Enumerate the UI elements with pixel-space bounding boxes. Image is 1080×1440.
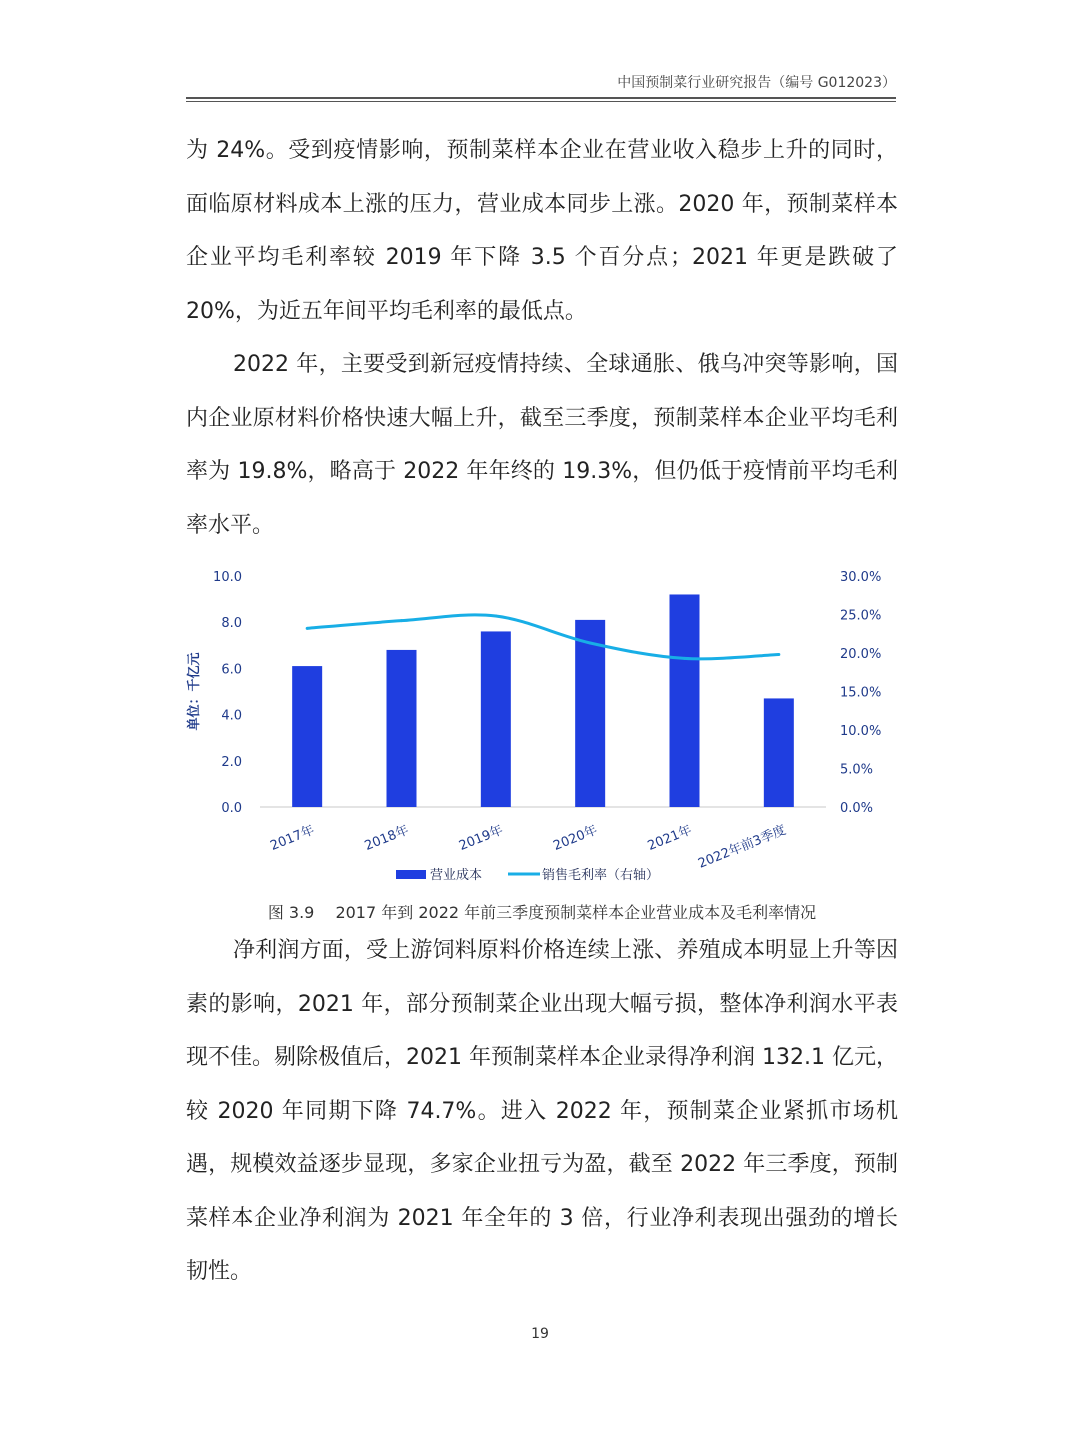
cost-margin-chart xyxy=(186,560,898,890)
y-tick-label: 6.0 xyxy=(221,662,242,678)
y2-tick-label: 30.0% xyxy=(840,570,882,585)
margin-point-2020年 xyxy=(589,641,592,644)
margin-point-2019年 xyxy=(494,615,497,618)
y-tick-label: 8.0 xyxy=(221,616,242,632)
header-rule xyxy=(186,97,896,99)
margin-point-2021年 xyxy=(683,657,686,660)
x-tick-label: 2020年 xyxy=(551,822,600,854)
bar-2019年 xyxy=(481,631,511,807)
paragraph-2-text: 2022 年，主要受到新冠疫情持续、全球通胀、俄乌冲突等影响，国内企业原材料价格快速大幅上升，截至三季度，预制菜样本企业平均毛利率为 19.8%，略高于 2022 年年终的 19.3%，但仍低于疫情前平均毛利率水平。 xyxy=(186,352,898,538)
margin-line xyxy=(307,615,779,659)
paragraph-2 xyxy=(186,338,898,552)
paragraph-1 xyxy=(186,124,898,338)
paragraph-3 xyxy=(186,924,898,1299)
y2-tick-label: 25.0% xyxy=(840,608,882,624)
y2-tick-label: 5.0% xyxy=(840,762,874,778)
y2-tick-label: 15.0% xyxy=(840,685,882,701)
y2-tick-label: 10.0% xyxy=(840,724,882,739)
bar-2017年 xyxy=(292,666,322,807)
x-tick-label: 2019年 xyxy=(456,822,506,854)
chart-legend xyxy=(396,867,659,883)
legend-label-margin: 销售毛利率（右轴） xyxy=(542,868,660,883)
y-tick-label: 10.0 xyxy=(213,570,242,585)
report-header: 中国预制菜行业研究报告（编号 G012023） xyxy=(617,75,896,91)
legend-swatch-cost xyxy=(396,870,426,879)
bar-2018年 xyxy=(387,650,417,807)
paragraph-3-text: 净利润方面，受上游饲料原料价格连续上涨、养殖成本明显上升等因素的影响，2021 年，部分预制菜企业出现大幅亏损，整体净利润水平表现不佳。剔除极值后，2021 年预制菜样本企业录得净利润 132.1 亿元，较 2020 年同期下降 74.7%。进入 2022 年，预制菜企业紧抓市场机遇，规模效益逐步显现，多家企业扭亏为盈，截至 2022 年三季度，预制菜样本企业净利润为 2021 年全年的 3 倍，行业净利表现出强劲的增长韧性。 xyxy=(186,938,898,1284)
y2-tick-label: 0.0% xyxy=(840,801,874,816)
figure-caption: 图 3.9 2017 年到 2022 年前三季度预制菜样本企业营业成本及毛利率情况 xyxy=(267,903,817,922)
x-tick-label: 2017年 xyxy=(268,822,317,854)
y-axis-label: 单位：千亿元 xyxy=(187,652,202,731)
margin-point-2018年 xyxy=(400,619,403,622)
bar-2022年前3季度 xyxy=(764,698,794,807)
y-tick-label: 0.0 xyxy=(221,801,242,816)
y-tick-label: 4.0 xyxy=(221,708,242,724)
margin-point-2022年前3季度 xyxy=(777,653,780,656)
y-tick-label: 2.0 xyxy=(221,754,242,770)
page-number: 19 xyxy=(531,1326,549,1342)
bar-2020年 xyxy=(575,620,605,807)
x-tick-label: 2018年 xyxy=(362,822,411,854)
y2-tick-label: 20.0% xyxy=(840,647,882,662)
bar-2021年 xyxy=(670,594,700,807)
legend-label-cost: 营业成本 xyxy=(430,868,483,883)
paragraph-1-text: 为 24%。受到疫情影响，预制菜样本企业在营业收入稳步上升的同时，面临原材料成本上涨的压力，营业成本同步上涨。2020 年，预制菜样本企业平均毛利率较 2019 年下降 3.5 个百分点；2021 年更是跌破了 20%，为近五年间平均毛利率的最低点。 xyxy=(186,138,898,324)
header-rule-thin xyxy=(186,101,896,102)
x-tick-label: 2022年前3季度 xyxy=(696,822,789,872)
x-tick-label: 2021年 xyxy=(645,822,694,854)
margin-point-2017年 xyxy=(306,627,309,630)
